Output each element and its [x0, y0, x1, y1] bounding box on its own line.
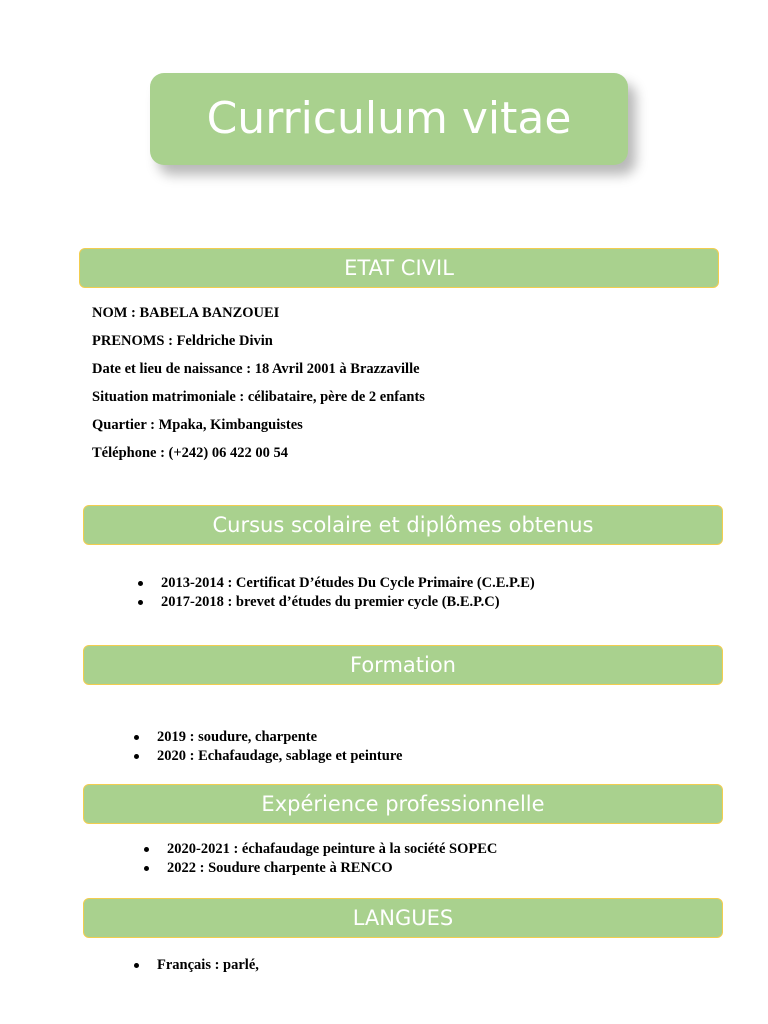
info-situation: Situation matrimoniale : célibataire, père de 2 enfants	[92, 389, 425, 405]
info-nom: NOM : BABELA BANZOUEI	[92, 305, 280, 321]
list-item: 2013-2014 : Certificat D’études Du Cycle Primaire (C.E.P.E)	[161, 575, 535, 591]
info-prenoms: PRENOMS : Feldriche Divin	[92, 333, 273, 349]
formation-list	[157, 728, 402, 766]
info-telephone: Téléphone : (+242) 06 422 00 54	[92, 445, 288, 461]
section-etat-civil-heading: ETAT CIVIL	[79, 248, 719, 288]
cv-title-box	[150, 73, 628, 165]
experience-list	[167, 840, 497, 878]
section-langues-heading: LANGUES	[83, 898, 723, 938]
langues-list	[157, 956, 259, 975]
info-quartier: Quartier : Mpaka, Kimbanguistes	[92, 417, 303, 433]
section-cursus-heading: Cursus scolaire et diplômes obtenus	[83, 505, 723, 545]
section-formation-heading: Formation	[83, 645, 723, 685]
list-item: 2017-2018 : brevet d’études du premier cycle (B.E.P.C)	[161, 593, 535, 612]
list-item: Français : parlé,	[157, 957, 259, 973]
section-experience-heading: Expérience professionnelle	[83, 784, 723, 824]
cursus-list	[161, 574, 535, 612]
list-item: 2020-2021 : échafaudage peinture à la société SOPEC	[167, 841, 498, 857]
list-item: 2022 : Soudure charpente à RENCO	[167, 859, 497, 878]
list-item: 2020 : Echafaudage, sablage et peinture	[157, 748, 403, 764]
list-item: 2019 : soudure, charpente	[157, 728, 402, 747]
info-naissance: Date et lieu de naissance : 18 Avril 2001 à Brazzaville	[92, 361, 420, 377]
cv-title: Curriculum vitae	[206, 93, 572, 144]
